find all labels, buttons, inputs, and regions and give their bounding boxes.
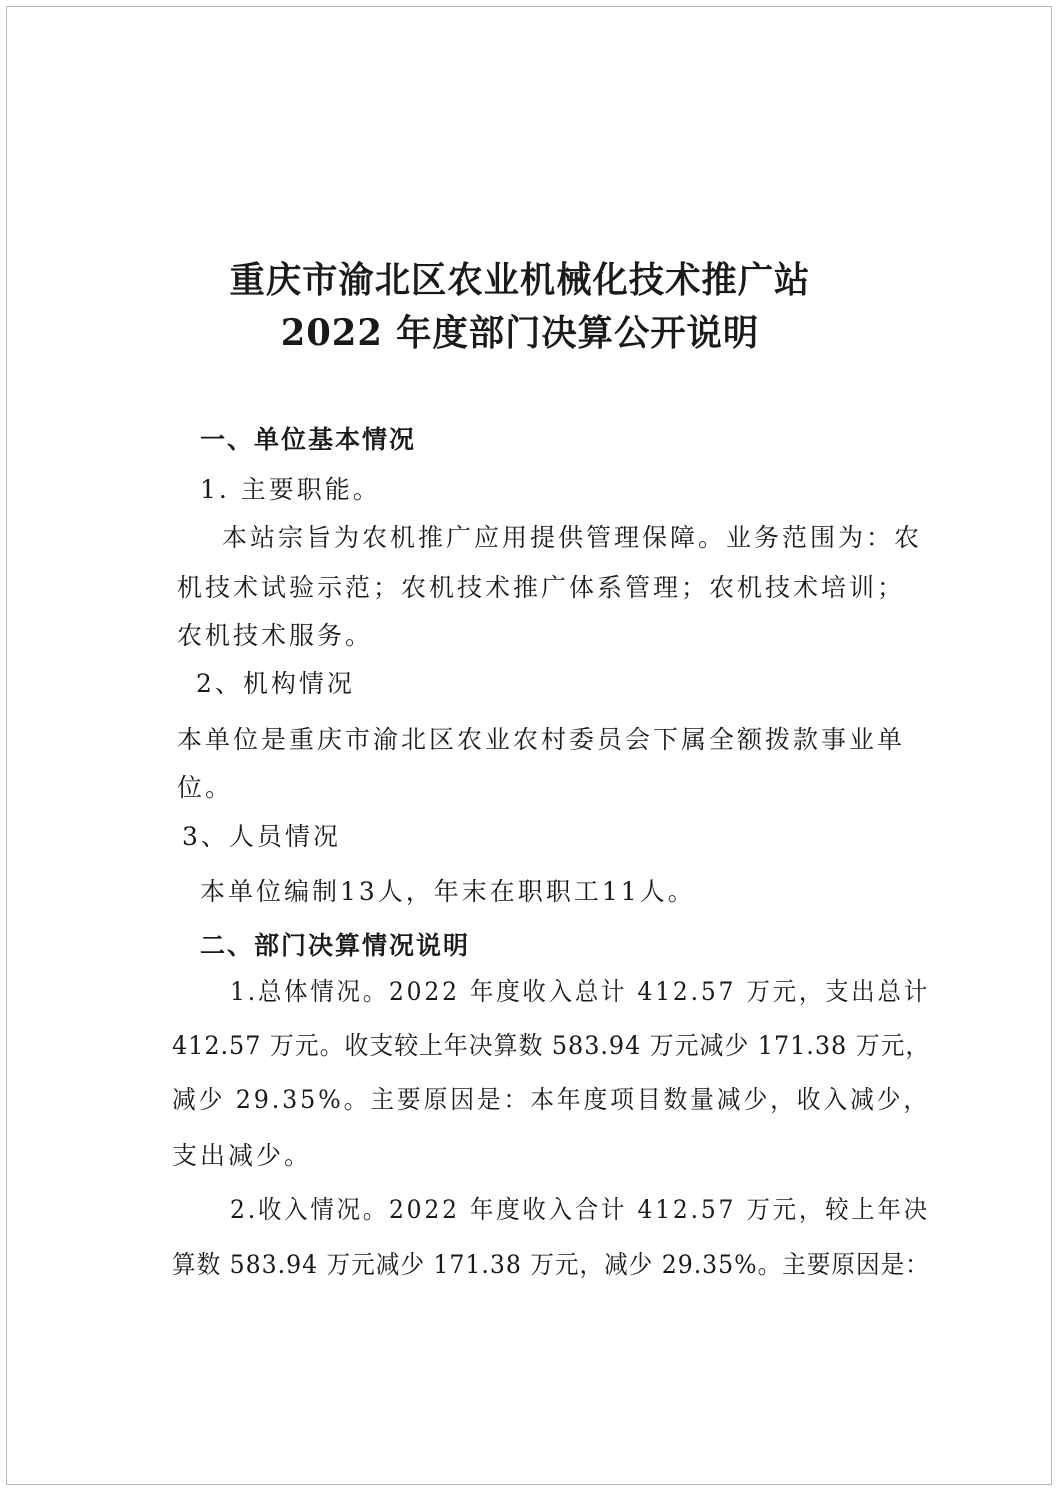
paragraph-line: 支出减少。 <box>172 1141 313 1170</box>
paragraph-line: 本单位是重庆市渝北区农业农村委员会下属全额拨款事业单 <box>177 725 906 754</box>
section-heading-basic-info: 一、单位基本情况 <box>200 425 417 454</box>
paragraph-line: 本站宗旨为农机推广应用提供管理保障。业务范围为：农 <box>222 523 923 552</box>
document-title-line-1: 重庆市渝北区农业机械化技术推广站 <box>229 259 811 301</box>
paragraph-line: 2.收入情况。2022 年度收入合计 412.57 万元，较上年决 <box>230 1195 930 1224</box>
document-title-line-2: 2022 年度部门决算公开说明 <box>280 312 760 354</box>
paragraph-line: 412.57 万元。收支较上年决算数 583.94 万元减少 171.38 万元， <box>172 1031 931 1060</box>
section-heading-final-accounts: 二、部门决算情况说明 <box>200 931 471 960</box>
subheading-personnel: 3、人员情况 <box>182 822 341 851</box>
paragraph-line: 农机技术服务。 <box>177 621 374 650</box>
paragraph-line: 减少 29.35%。主要原因是：本年度项目数量减少，收入减少， <box>172 1085 931 1114</box>
subheading-main-functions: 1. 主要职能。 <box>200 475 381 504</box>
subheading-organization: 2、机构情况 <box>196 669 355 698</box>
paragraph-line: 1.总体情况。2022 年度收入总计 412.57 万元，支出总计 <box>230 977 930 1006</box>
paragraph-line: 算数 583.94 万元减少 171.38 万元，减少 29.35%。主要原因是： <box>172 1250 930 1279</box>
paragraph-line: 本单位编制13人，年末在职职工11人。 <box>200 877 696 906</box>
paragraph-line: 位。 <box>177 773 234 802</box>
paragraph-line: 机技术试验示范；农机技术推广体系管理；农机技术培训； <box>177 573 906 602</box>
